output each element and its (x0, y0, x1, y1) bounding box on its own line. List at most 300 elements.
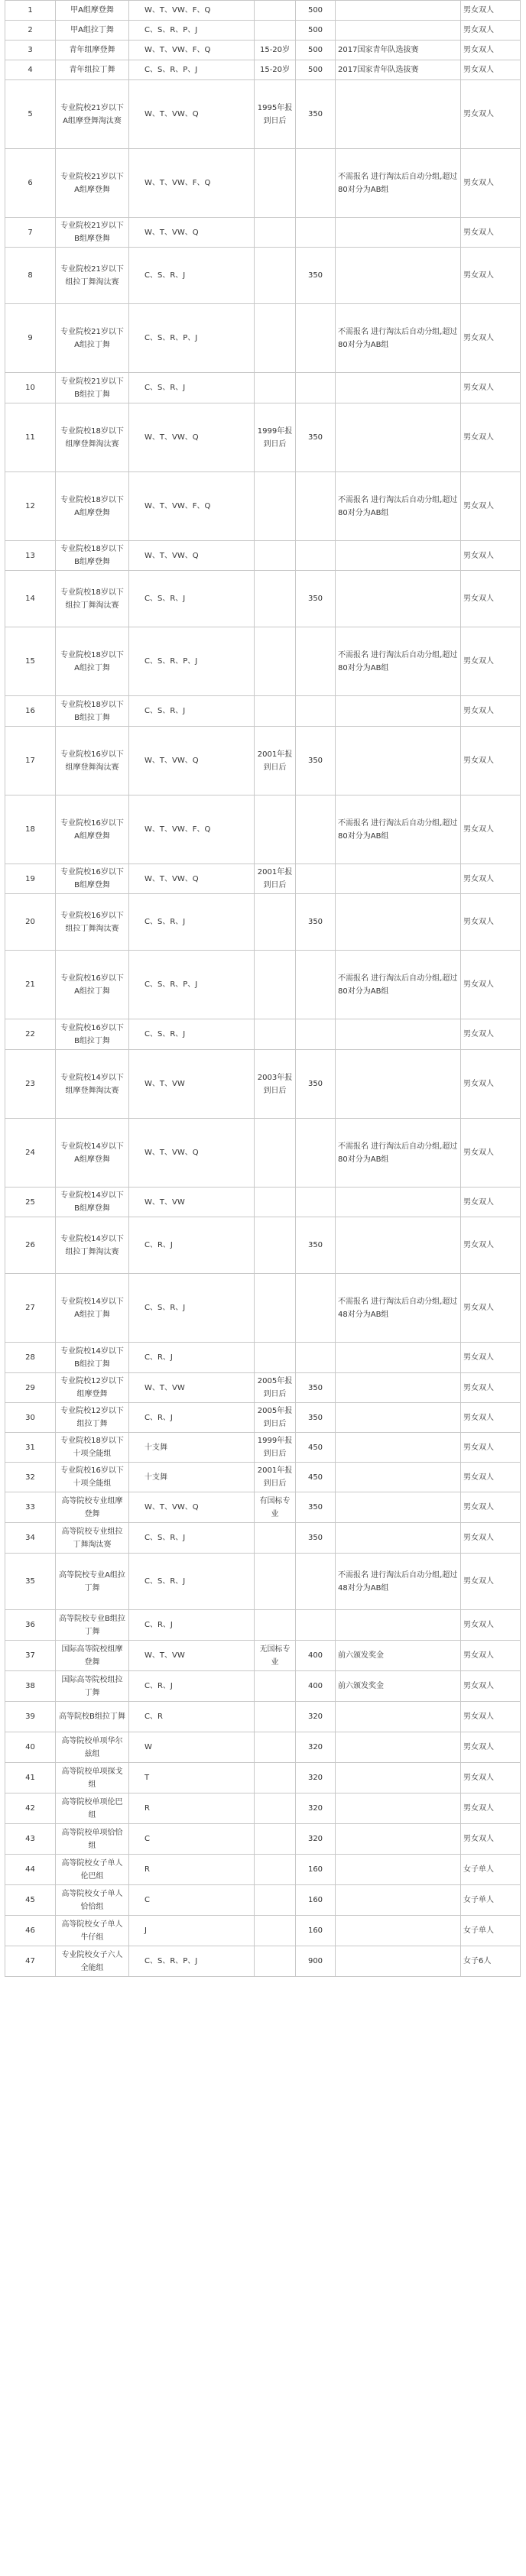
table-row (5, 373, 521, 403)
participant-type-cell: 男女双人 (461, 795, 521, 864)
dances-cell: W、T、VW (129, 1373, 255, 1403)
fee-cell (296, 1119, 336, 1188)
age-cell (255, 1732, 296, 1763)
row-number-cell: 13 (5, 541, 56, 571)
table-row (5, 1188, 521, 1217)
note-cell: 不需报名 进行淘汰后自动分组,超过80对分为AB组 (336, 149, 461, 218)
age-cell: 无国标专业 (255, 1641, 296, 1671)
dances-cell: W、T、VW、F、Q (129, 1, 255, 21)
age-cell: 15-20岁 (255, 60, 296, 80)
row-number-cell: 16 (5, 696, 56, 727)
table-row (5, 864, 521, 894)
row-number-cell: 9 (5, 304, 56, 373)
fee-cell: 350 (296, 1523, 336, 1554)
table-row (5, 60, 521, 80)
note-cell (336, 1492, 461, 1523)
dances-cell: C、S、R、J (129, 571, 255, 627)
event-name-cell: 高等院校专业A组拉丁舞 (56, 1554, 129, 1610)
row-number-cell: 42 (5, 1793, 56, 1824)
age-cell (255, 218, 296, 248)
fee-cell: 320 (296, 1824, 336, 1855)
dances-cell: C、S、R、P、J (129, 304, 255, 373)
row-number-cell: 33 (5, 1492, 56, 1523)
event-name-cell: 专业院校14岁以下A组摩登舞 (56, 1119, 129, 1188)
event-name-cell: 专业院校18岁以下组摩登舞淘汰赛 (56, 403, 129, 472)
note-cell: 2017国家青年队选拔赛 (336, 41, 461, 60)
row-number-cell: 27 (5, 1274, 56, 1343)
table-row (5, 1343, 521, 1373)
row-number-cell: 46 (5, 1916, 56, 1946)
note-cell (336, 1463, 461, 1492)
fee-cell (296, 627, 336, 696)
age-cell (255, 1217, 296, 1274)
fee-cell: 350 (296, 1403, 336, 1433)
participant-type-cell: 男女双人 (461, 696, 521, 727)
age-cell (255, 1671, 296, 1702)
row-number-cell: 17 (5, 727, 56, 795)
dances-cell: J (129, 1916, 255, 1946)
row-number-cell: 24 (5, 1119, 56, 1188)
note-cell (336, 571, 461, 627)
table-row (5, 1732, 521, 1763)
event-name-cell: 高等院校专业组拉丁舞淘汰赛 (56, 1523, 129, 1554)
note-cell (336, 1916, 461, 1946)
table-row (5, 1824, 521, 1855)
participant-type-cell: 男女双人 (461, 1403, 521, 1433)
row-number-cell: 7 (5, 218, 56, 248)
age-cell (255, 1946, 296, 1977)
row-number-cell: 15 (5, 627, 56, 696)
dances-cell: C、R、J (129, 1403, 255, 1433)
row-number-cell: 3 (5, 41, 56, 60)
table-row (5, 1119, 521, 1188)
event-name-cell: 专业院校16岁以下组摩登舞淘汰赛 (56, 727, 129, 795)
row-number-cell: 23 (5, 1050, 56, 1119)
dances-cell: W、T、VW、F、Q (129, 41, 255, 60)
participant-type-cell: 男女双人 (461, 60, 521, 80)
fee-cell: 320 (296, 1793, 336, 1824)
event-name-cell: 专业院校18岁以下B组摩登舞 (56, 541, 129, 571)
dances-cell: C、S、R、J (129, 1523, 255, 1554)
dances-cell: R (129, 1855, 255, 1885)
participant-type-cell: 男女双人 (461, 1343, 521, 1373)
event-name-cell: 专业院校14岁以下B组摩登舞 (56, 1188, 129, 1217)
table-row (5, 80, 521, 149)
age-cell (255, 1763, 296, 1793)
event-name-cell: 专业院校12岁以下组摩登舞 (56, 1373, 129, 1403)
table-row (5, 1702, 521, 1732)
event-name-cell: 青年组摩登舞 (56, 41, 129, 60)
age-cell (255, 696, 296, 727)
dances-cell: C、S、R、J (129, 373, 255, 403)
age-cell: 2003年报到日后 (255, 1050, 296, 1119)
table-row (5, 1433, 521, 1463)
row-number-cell: 20 (5, 894, 56, 951)
age-cell (255, 1855, 296, 1885)
row-number-cell: 29 (5, 1373, 56, 1403)
participant-type-cell: 男女双人 (461, 472, 521, 541)
table-row (5, 149, 521, 218)
fee-cell (296, 864, 336, 894)
table-row (5, 696, 521, 727)
dances-cell: C、S、R、P、J (129, 60, 255, 80)
dances-cell: W、T、VW、Q (129, 403, 255, 472)
row-number-cell: 2 (5, 21, 56, 41)
participant-type-cell: 男女双人 (461, 951, 521, 1019)
note-cell (336, 1732, 461, 1763)
table-row (5, 1217, 521, 1274)
table-row (5, 41, 521, 60)
age-cell (255, 951, 296, 1019)
table-row (5, 472, 521, 541)
table-row (5, 248, 521, 304)
age-cell (255, 1523, 296, 1554)
event-name-cell: 甲A组摩登舞 (56, 1, 129, 21)
fee-cell: 350 (296, 571, 336, 627)
fee-cell: 500 (296, 1, 336, 21)
participant-type-cell: 男女双人 (461, 627, 521, 696)
participant-type-cell: 男女双人 (461, 571, 521, 627)
row-number-cell: 26 (5, 1217, 56, 1274)
note-cell (336, 1702, 461, 1732)
participant-type-cell: 男女双人 (461, 1793, 521, 1824)
note-cell (336, 1403, 461, 1433)
note-cell (336, 248, 461, 304)
age-cell (255, 1824, 296, 1855)
participant-type-cell: 男女双人 (461, 1824, 521, 1855)
dances-cell: C、S、R、J (129, 1554, 255, 1610)
age-cell (255, 795, 296, 864)
table-row (5, 571, 521, 627)
dances-cell: C、S、R、P、J (129, 951, 255, 1019)
row-number-cell: 11 (5, 403, 56, 472)
table-row (5, 218, 521, 248)
dances-cell: W、T、VW (129, 1188, 255, 1217)
note-cell (336, 373, 461, 403)
participant-type-cell: 男女双人 (461, 1641, 521, 1671)
age-cell (255, 1274, 296, 1343)
fee-cell: 320 (296, 1763, 336, 1793)
age-cell: 2001年报到日后 (255, 864, 296, 894)
table-row (5, 1274, 521, 1343)
age-cell (255, 1343, 296, 1373)
row-number-cell: 39 (5, 1702, 56, 1732)
note-cell: 2017国家青年队选拔赛 (336, 60, 461, 80)
age-cell: 1995年报到日后 (255, 80, 296, 149)
table-row (5, 1492, 521, 1523)
row-number-cell: 1 (5, 1, 56, 21)
row-number-cell: 41 (5, 1763, 56, 1793)
fee-cell (296, 1343, 336, 1373)
event-name-cell: 专业院校21岁以下组拉丁舞淘汰赛 (56, 248, 129, 304)
row-number-cell: 43 (5, 1824, 56, 1855)
note-cell (336, 1946, 461, 1977)
event-name-cell: 专业院校14岁以下组摩登舞淘汰赛 (56, 1050, 129, 1119)
age-cell (255, 21, 296, 41)
competition-table (5, 0, 521, 1977)
age-cell (255, 149, 296, 218)
table-row (5, 627, 521, 696)
event-name-cell: 专业院校18岁以下A组拉丁舞 (56, 627, 129, 696)
row-number-cell: 18 (5, 795, 56, 864)
participant-type-cell: 女子单人 (461, 1916, 521, 1946)
age-cell (255, 1793, 296, 1824)
table-row (5, 894, 521, 951)
event-name-cell: 专业院校18岁以下组拉丁舞淘汰赛 (56, 571, 129, 627)
note-cell: 前六颁发奖金 (336, 1641, 461, 1671)
row-number-cell: 47 (5, 1946, 56, 1977)
event-name-cell: 专业院校21岁以下A组拉丁舞 (56, 304, 129, 373)
fee-cell (296, 373, 336, 403)
event-name-cell: 专业院校16岁以下A组拉丁舞 (56, 951, 129, 1019)
event-name-cell: 高等院校女子单人伦巴组 (56, 1855, 129, 1885)
dances-cell: C、S、R、J (129, 248, 255, 304)
dances-cell: W、T、VW、Q (129, 727, 255, 795)
participant-type-cell: 男女双人 (461, 1274, 521, 1343)
age-cell (255, 571, 296, 627)
age-cell (255, 304, 296, 373)
row-number-cell: 45 (5, 1885, 56, 1916)
note-cell (336, 541, 461, 571)
participant-type-cell: 男女双人 (461, 1050, 521, 1119)
event-name-cell: 专业院校女子六人全能组 (56, 1946, 129, 1977)
fee-cell (296, 795, 336, 864)
event-name-cell: 专业院校18岁以下A组摩登舞 (56, 472, 129, 541)
row-number-cell: 40 (5, 1732, 56, 1763)
table-row (5, 1463, 521, 1492)
fee-cell (296, 696, 336, 727)
dances-cell: W、T、VW (129, 1050, 255, 1119)
fee-cell: 350 (296, 1050, 336, 1119)
note-cell (336, 1523, 461, 1554)
fee-cell (296, 1019, 336, 1050)
row-number-cell: 32 (5, 1463, 56, 1492)
participant-type-cell: 男女双人 (461, 1463, 521, 1492)
fee-cell: 500 (296, 41, 336, 60)
participant-type-cell: 男女双人 (461, 248, 521, 304)
dances-cell: C、S、R、J (129, 1274, 255, 1343)
dances-cell: W、T、VW、Q (129, 1492, 255, 1523)
table-row (5, 1050, 521, 1119)
fee-cell: 400 (296, 1641, 336, 1671)
fee-cell: 500 (296, 21, 336, 41)
row-number-cell: 30 (5, 1403, 56, 1433)
row-number-cell: 25 (5, 1188, 56, 1217)
age-cell: 1999年报到日后 (255, 1433, 296, 1463)
table-row (5, 1403, 521, 1433)
dances-cell: W、T、VW、F、Q (129, 149, 255, 218)
fee-cell: 350 (296, 248, 336, 304)
dances-cell: W、T、VW、Q (129, 864, 255, 894)
fee-cell (296, 1554, 336, 1610)
row-number-cell: 28 (5, 1343, 56, 1373)
note-cell (336, 1610, 461, 1641)
dances-cell: C (129, 1824, 255, 1855)
participant-type-cell: 男女双人 (461, 864, 521, 894)
dances-cell: W (129, 1732, 255, 1763)
dances-cell: C、R (129, 1702, 255, 1732)
dances-cell: R (129, 1793, 255, 1824)
participant-type-cell: 男女双人 (461, 1, 521, 21)
age-cell: 1999年报到日后 (255, 403, 296, 472)
event-name-cell: 国际高等院校组拉丁舞 (56, 1671, 129, 1702)
age-cell (255, 373, 296, 403)
note-cell (336, 1019, 461, 1050)
age-cell (255, 894, 296, 951)
participant-type-cell: 女子6人 (461, 1946, 521, 1977)
note-cell: 不需报名 进行淘汰后自动分组,超过80对分为AB组 (336, 304, 461, 373)
fee-cell: 160 (296, 1885, 336, 1916)
event-name-cell: 专业院校21岁以下B组拉丁舞 (56, 373, 129, 403)
note-cell: 不需报名 进行淘汰后自动分组,超过80对分为AB组 (336, 472, 461, 541)
event-name-cell: 专业院校21岁以下A组摩登舞淘汰赛 (56, 80, 129, 149)
age-cell (255, 627, 296, 696)
note-cell (336, 1050, 461, 1119)
fee-cell (296, 149, 336, 218)
fee-cell: 450 (296, 1463, 336, 1492)
note-cell: 不需报名 进行淘汰后自动分组,超过80对分为AB组 (336, 627, 461, 696)
age-cell (255, 1019, 296, 1050)
note-cell: 不需报名 进行淘汰后自动分组,超过80对分为AB组 (336, 1119, 461, 1188)
event-name-cell: 高等院校女子单人恰恰组 (56, 1885, 129, 1916)
dances-cell: C、R、J (129, 1671, 255, 1702)
table-row (5, 1671, 521, 1702)
participant-type-cell: 男女双人 (461, 304, 521, 373)
note-cell (336, 1373, 461, 1403)
note-cell (336, 1217, 461, 1274)
event-name-cell: 专业院校16岁以下组拉丁舞淘汰赛 (56, 894, 129, 951)
participant-type-cell: 男女双人 (461, 894, 521, 951)
row-number-cell: 22 (5, 1019, 56, 1050)
age-cell (255, 1, 296, 21)
age-cell: 2005年报到日后 (255, 1373, 296, 1403)
event-name-cell: 高等院校单项华尔兹组 (56, 1732, 129, 1763)
dances-cell: C、S、R、P、J (129, 21, 255, 41)
row-number-cell: 21 (5, 951, 56, 1019)
dances-cell: W、T、VW、F、Q (129, 472, 255, 541)
participant-type-cell: 男女双人 (461, 1188, 521, 1217)
dances-cell: C、S、R、P、J (129, 1946, 255, 1977)
row-number-cell: 38 (5, 1671, 56, 1702)
fee-cell: 350 (296, 80, 336, 149)
age-cell: 2005年报到日后 (255, 1403, 296, 1433)
event-name-cell: 专业院校21岁以下A组摩登舞 (56, 149, 129, 218)
fee-cell: 450 (296, 1433, 336, 1463)
dances-cell: 十支舞 (129, 1433, 255, 1463)
row-number-cell: 36 (5, 1610, 56, 1641)
age-cell: 2001年报到日后 (255, 727, 296, 795)
participant-type-cell: 男女双人 (461, 80, 521, 149)
participant-type-cell: 男女双人 (461, 403, 521, 472)
row-number-cell: 8 (5, 248, 56, 304)
age-cell (255, 1610, 296, 1641)
dances-cell: C、R、J (129, 1610, 255, 1641)
participant-type-cell: 男女双人 (461, 1523, 521, 1554)
table-row (5, 541, 521, 571)
row-number-cell: 31 (5, 1433, 56, 1463)
fee-cell: 350 (296, 403, 336, 472)
age-cell (255, 1916, 296, 1946)
note-cell: 前六颁发奖金 (336, 1671, 461, 1702)
note-cell (336, 1763, 461, 1793)
event-name-cell: 国际高等院校组摩登舞 (56, 1641, 129, 1671)
row-number-cell: 10 (5, 373, 56, 403)
dances-cell: C、S、R、J (129, 1019, 255, 1050)
event-name-cell: 高等院校女子单人牛仔组 (56, 1916, 129, 1946)
note-cell (336, 1855, 461, 1885)
fee-cell: 900 (296, 1946, 336, 1977)
table-row (5, 727, 521, 795)
fee-cell (296, 218, 336, 248)
fee-cell (296, 1610, 336, 1641)
table-row (5, 1793, 521, 1824)
dances-cell: T (129, 1763, 255, 1793)
age-cell (255, 1885, 296, 1916)
note-cell (336, 727, 461, 795)
table-row (5, 1523, 521, 1554)
note-cell (336, 1, 461, 21)
table-row (5, 1763, 521, 1793)
age-cell: 2001年报到日后 (255, 1463, 296, 1492)
participant-type-cell: 男女双人 (461, 1433, 521, 1463)
age-cell (255, 1554, 296, 1610)
event-name-cell: 专业院校16岁以下A组摩登舞 (56, 795, 129, 864)
fee-cell: 350 (296, 1217, 336, 1274)
note-cell: 不需报名 进行淘汰后自动分组,超过48对分为AB组 (336, 1274, 461, 1343)
event-name-cell: 高等院校专业B组拉丁舞 (56, 1610, 129, 1641)
dances-cell: W、T、VW、F、Q (129, 795, 255, 864)
fee-cell: 350 (296, 1492, 336, 1523)
table-row (5, 1855, 521, 1885)
participant-type-cell: 男女双人 (461, 1554, 521, 1610)
participant-type-cell: 男女双人 (461, 1217, 521, 1274)
participant-type-cell: 男女双人 (461, 1732, 521, 1763)
participant-type-cell: 男女双人 (461, 41, 521, 60)
note-cell (336, 403, 461, 472)
dances-cell: W、T、VW、Q (129, 541, 255, 571)
participant-type-cell: 男女双人 (461, 1763, 521, 1793)
age-cell (255, 1702, 296, 1732)
note-cell (336, 1824, 461, 1855)
age-cell (255, 1188, 296, 1217)
note-cell (336, 1433, 461, 1463)
fee-cell: 350 (296, 727, 336, 795)
table-row (5, 1946, 521, 1977)
table-row (5, 951, 521, 1019)
event-name-cell: 高等院校单项恰恰组 (56, 1824, 129, 1855)
participant-type-cell: 男女双人 (461, 149, 521, 218)
participant-type-cell: 男女双人 (461, 1671, 521, 1702)
note-cell (336, 894, 461, 951)
participant-type-cell: 男女双人 (461, 541, 521, 571)
fee-cell: 160 (296, 1855, 336, 1885)
fee-cell: 320 (296, 1702, 336, 1732)
dances-cell: C、S、R、J (129, 696, 255, 727)
event-name-cell: 专业院校12岁以下组拉丁舞 (56, 1403, 129, 1433)
age-cell (255, 248, 296, 304)
event-name-cell: 专业院校18岁以下B组拉丁舞 (56, 696, 129, 727)
participant-type-cell: 女子单人 (461, 1855, 521, 1885)
event-name-cell: 专业院校16岁以下B组拉丁舞 (56, 1019, 129, 1050)
row-number-cell: 35 (5, 1554, 56, 1610)
age-cell (255, 472, 296, 541)
row-number-cell: 37 (5, 1641, 56, 1671)
age-cell: 15-20岁 (255, 41, 296, 60)
participant-type-cell: 女子单人 (461, 1885, 521, 1916)
participant-type-cell: 男女双人 (461, 1373, 521, 1403)
table-row (5, 1885, 521, 1916)
dances-cell: C、R、J (129, 1343, 255, 1373)
